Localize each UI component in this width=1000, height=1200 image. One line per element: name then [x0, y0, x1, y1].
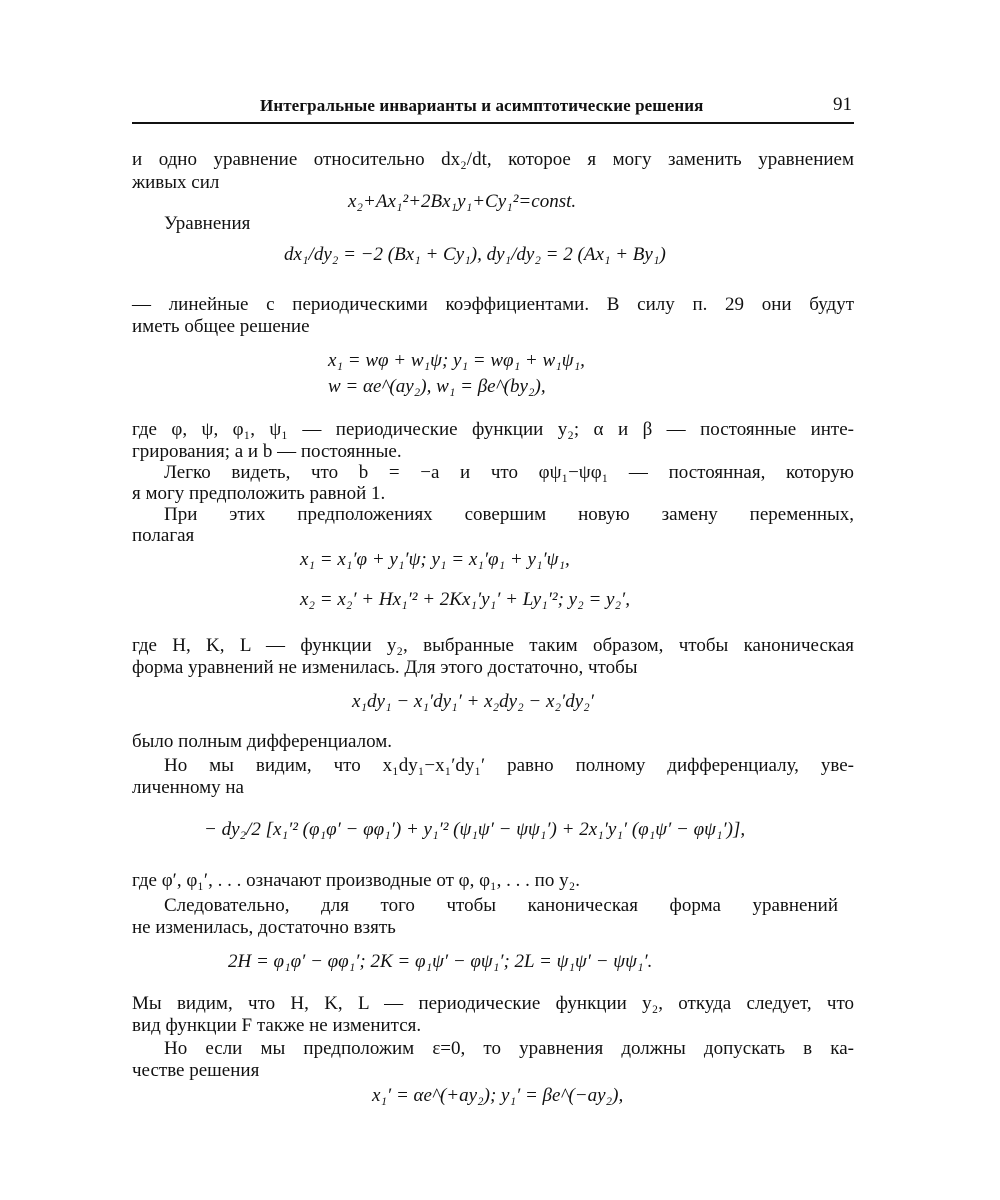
paragraph-line: Мы видим, что H, K, L — периодические функции y₂, откуда следует, что	[132, 993, 854, 1014]
paragraph-line: не изменилась, достаточно взять	[132, 917, 396, 938]
equation: w = αe^(ay₂), w₁ = βe^(by₂),	[328, 376, 546, 397]
paragraph-line: я могу предположить равной 1.	[132, 483, 386, 504]
paragraph-line: где φ, ψ, φ₁, ψ₁ — периодические функции y₂; α и β — постоянные инте-	[132, 419, 854, 440]
paragraph-line: где φ′, φ₁′, . . . означают производные от φ, φ₁, . . . по y₂.	[132, 870, 580, 891]
paragraph-line: полагая	[132, 525, 195, 546]
equation: − dy₂/2 [x₁′² (φ₁φ′ − φφ₁′) + y₁′² (ψ₁ψ′ − ψψ₁′) + 2x₁′y₁′ (φ₁ψ′ − φψ₁′)],	[204, 819, 746, 840]
paragraph-line: было полным дифференциалом.	[132, 731, 392, 752]
paragraph-line: личенному на	[132, 777, 244, 798]
running-title: Интегральные инварианты и асимптотические решения	[260, 96, 704, 115]
paragraph-line: Но мы видим, что x₁dy₁−x₁′dy₁′ равно полному дифференциалу, уве-	[164, 755, 854, 776]
paragraph-line: и одно уравнение относительно dx₂/dt, которое я могу заменить уравнением	[132, 149, 854, 170]
equation: x₁ = x₁′φ + y₁′ψ; y₁ = x₁′φ₁ + y₁′ψ₁,	[300, 549, 570, 570]
equation: x₂ = x₂′ + Hx₁′² + 2Kx₁′y₁′ + Ly₁′²; y₂ = y₂′,	[300, 589, 630, 610]
paragraph-line: Но если мы предположим ε=0, то уравнения должны допускать в ка-	[164, 1038, 854, 1059]
equation: dx₁/dy₂ = −2 (Bx₁ + Cy₁), dy₁/dy₂ = 2 (Ax₁ + By₁)	[284, 244, 666, 265]
paragraph-line: иметь общее решение	[132, 316, 310, 337]
equation: x₁′ = αe^(+ay₂); y₁′ = βe^(−ay₂),	[372, 1085, 624, 1106]
paragraph-line: грирования; a и b — постоянные.	[132, 441, 402, 462]
paragraph-line: честве решения	[132, 1060, 260, 1081]
paragraph-line: форма уравнений не изменилась. Для этого достаточно, чтобы	[132, 657, 638, 678]
paragraph-line: Следовательно, для того чтобы каноническая форма уравнений	[164, 895, 838, 916]
paragraph-line: — линейные с периодическими коэффициентами. В силу п. 29 они будут	[132, 294, 854, 315]
equation: x₂+Ax₁²+2Bx₁y₁+Cy₁²=const.	[348, 191, 577, 212]
paragraph-line: При этих предположениях совершим новую замену переменных,	[164, 504, 854, 525]
paragraph-line: Уравнения	[164, 213, 251, 234]
equation: x₁dy₁ − x₁′dy₁′ + x₂dy₂ − x₂′dy₂′	[352, 691, 594, 712]
paragraph-line: вид функции F также не изменится.	[132, 1015, 422, 1036]
paragraph-line: живых сил	[132, 172, 220, 193]
equation: 2H = φ₁φ′ − φφ₁′; 2K = φ₁ψ′ − φψ₁′; 2L = ψ₁ψ′ − ψψ₁′.	[228, 951, 653, 972]
page-number: 91	[833, 94, 852, 115]
running-header	[132, 94, 854, 124]
paragraph-line: Легко видеть, что b = −a и что φψ₁−ψφ₁ — постоянная, которую	[164, 462, 854, 483]
equation: x₁ = wφ + w₁ψ; y₁ = wφ₁ + w₁ψ₁,	[328, 350, 585, 371]
paragraph-line: где H, K, L — функции y₂, выбранные таким образом, чтобы каноническая	[132, 635, 854, 656]
